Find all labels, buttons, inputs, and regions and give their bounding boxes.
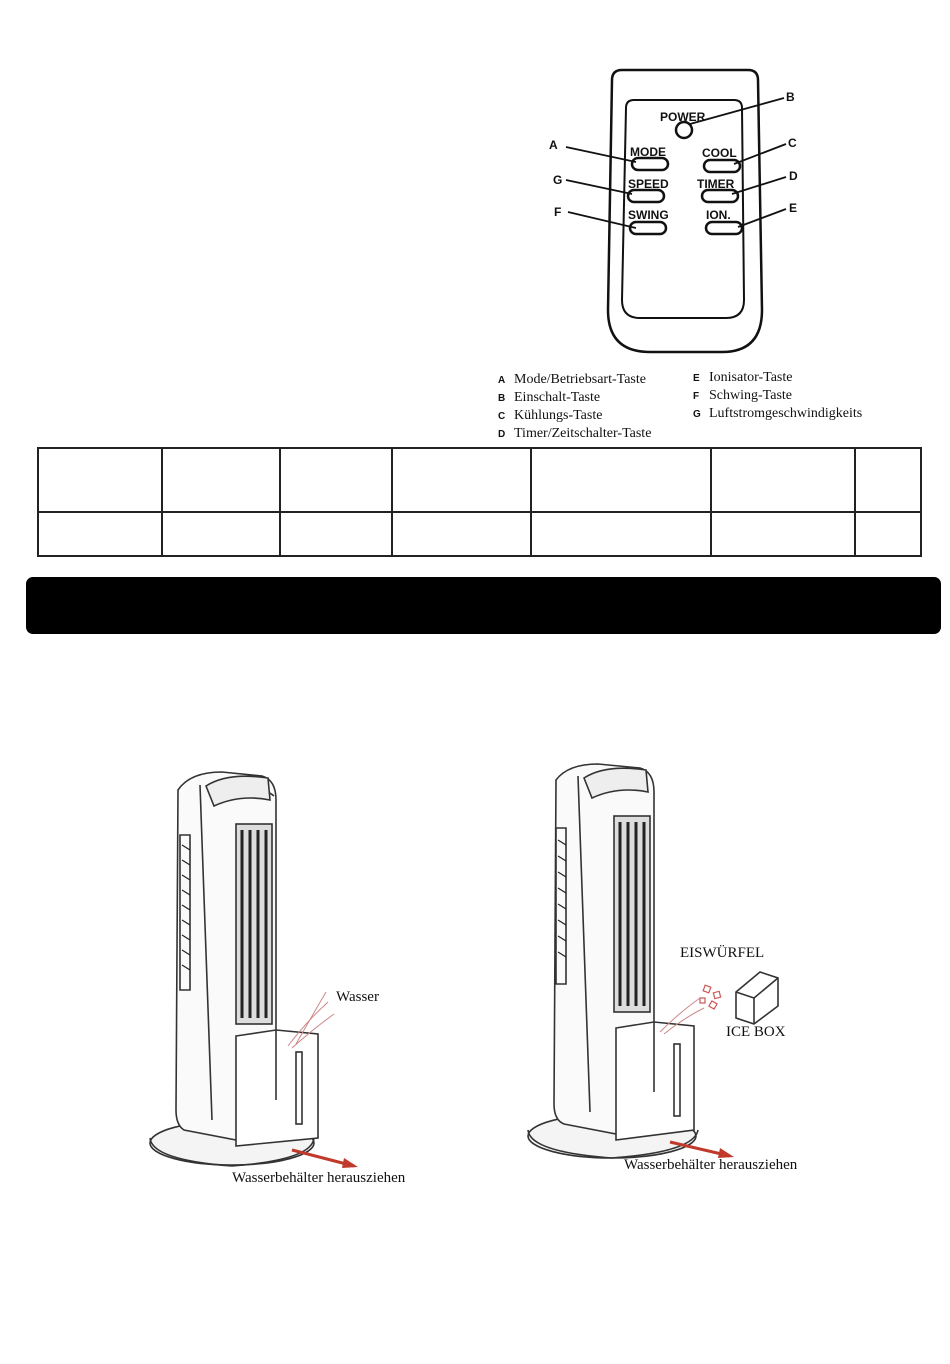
- left-caption: Wasserbehälter herausziehen: [232, 1170, 406, 1186]
- remote-control-illustration: [540, 62, 840, 368]
- legend-left: [498, 371, 651, 443]
- callout-b: B: [786, 90, 795, 104]
- ice-box-label: ICE BOX: [726, 1024, 786, 1040]
- ion-label: ION.: [706, 208, 731, 222]
- callout-e: E: [789, 201, 798, 215]
- water-label: Wasser: [336, 989, 379, 1005]
- cool-label: COOL: [702, 146, 737, 160]
- legend-item: D Timer/Zeitschalter-Taste: [498, 426, 652, 441]
- callout-d: D: [789, 169, 798, 183]
- table-row: [38, 448, 921, 512]
- legend-right: [693, 369, 862, 423]
- tower-fan-water-illustration: [140, 760, 460, 1200]
- ion-button-shape: [706, 222, 742, 234]
- swing-label: SWING: [628, 208, 669, 222]
- ice-cubes-label: EISWÜRFEL: [680, 945, 765, 961]
- callout-g: G: [553, 173, 563, 187]
- legend-item: B Einschalt-Taste: [498, 390, 601, 405]
- speed-button-shape: [628, 190, 664, 202]
- right-caption: Wasserbehälter herausziehen: [624, 1157, 798, 1173]
- mode-label: MODE: [630, 145, 666, 159]
- mode-button-shape: [632, 158, 668, 170]
- spec-table: [37, 447, 922, 557]
- power-label: POWER: [660, 110, 706, 124]
- section-header-bar: [26, 577, 941, 634]
- legend-item: C Kühlungs-Taste: [498, 408, 603, 423]
- table-row: [38, 512, 921, 556]
- speed-label: SPEED: [628, 177, 669, 191]
- callout-c: C: [788, 136, 797, 150]
- power-button-shape: [676, 122, 692, 138]
- tower-fan-ice-illustration: [520, 760, 840, 1190]
- callout-a: A: [549, 138, 558, 152]
- callout-f: F: [554, 205, 562, 219]
- legend-item: G Luftstromgeschwindigkeits: [693, 406, 863, 421]
- cool-button-shape: [704, 160, 740, 172]
- timer-button-shape: [702, 190, 738, 202]
- timer-label: TIMER: [697, 177, 735, 191]
- legend-item: A Mode/Betriebsart-Taste: [498, 372, 646, 387]
- legend-item: F Schwing-Taste: [693, 388, 793, 403]
- legend-item: E Ionisator-Taste: [693, 370, 793, 385]
